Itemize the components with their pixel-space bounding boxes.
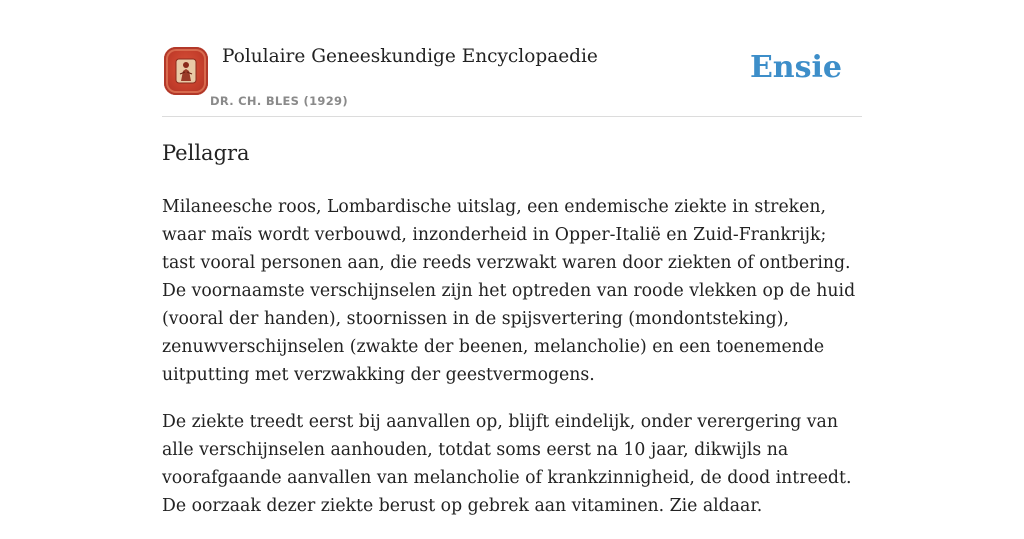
article-paragraph: Milaneesche roos, Lombardische uitslag, een endemische ziekte in streken, waar maïs wordt verbouwd, inzonderheid in Opper-Italië en Zuid-Frankrijk; tast vooral personen aan, die reeds verzwakt waren door ziekten of ontbering. De voornaamste verschijnselen zijn het optreden van roode vlekken op de huid (vooral der handen), stoornissen in de spijsvertering (mondontsteking), zenuwverschijnselen (zwakte der beenen, melancholie) en een toenemende uitputting met verzwakking der geestvermogens. — [162, 197, 856, 385]
book-author: DR. CH. BLES (1929) — [210, 94, 348, 108]
brand-logo[interactable]: Ensie — [749, 50, 842, 85]
article-body — [162, 193, 862, 539]
article-title: Pellagra — [162, 141, 250, 165]
article-paragraph: De ziekte treedt eerst bij aanvallen op, blijft eindelijk, onder verergering van alle verschijnselen aanhouden, totdat soms eerst na 10 jaar, dikwijls na voorafgaande aanvallen van melancholie of krankzinnigheid, de dood intreedt. De oorzaak dezer ziekte berust op gebrek aan vitaminen. Zie aldaar. — [162, 412, 852, 516]
encyclopedia-seal-icon[interactable] — [164, 47, 208, 95]
header — [162, 0, 862, 117]
book-title[interactable]: Polulaire Geneeskundige Encyclopaedie — [222, 46, 598, 67]
